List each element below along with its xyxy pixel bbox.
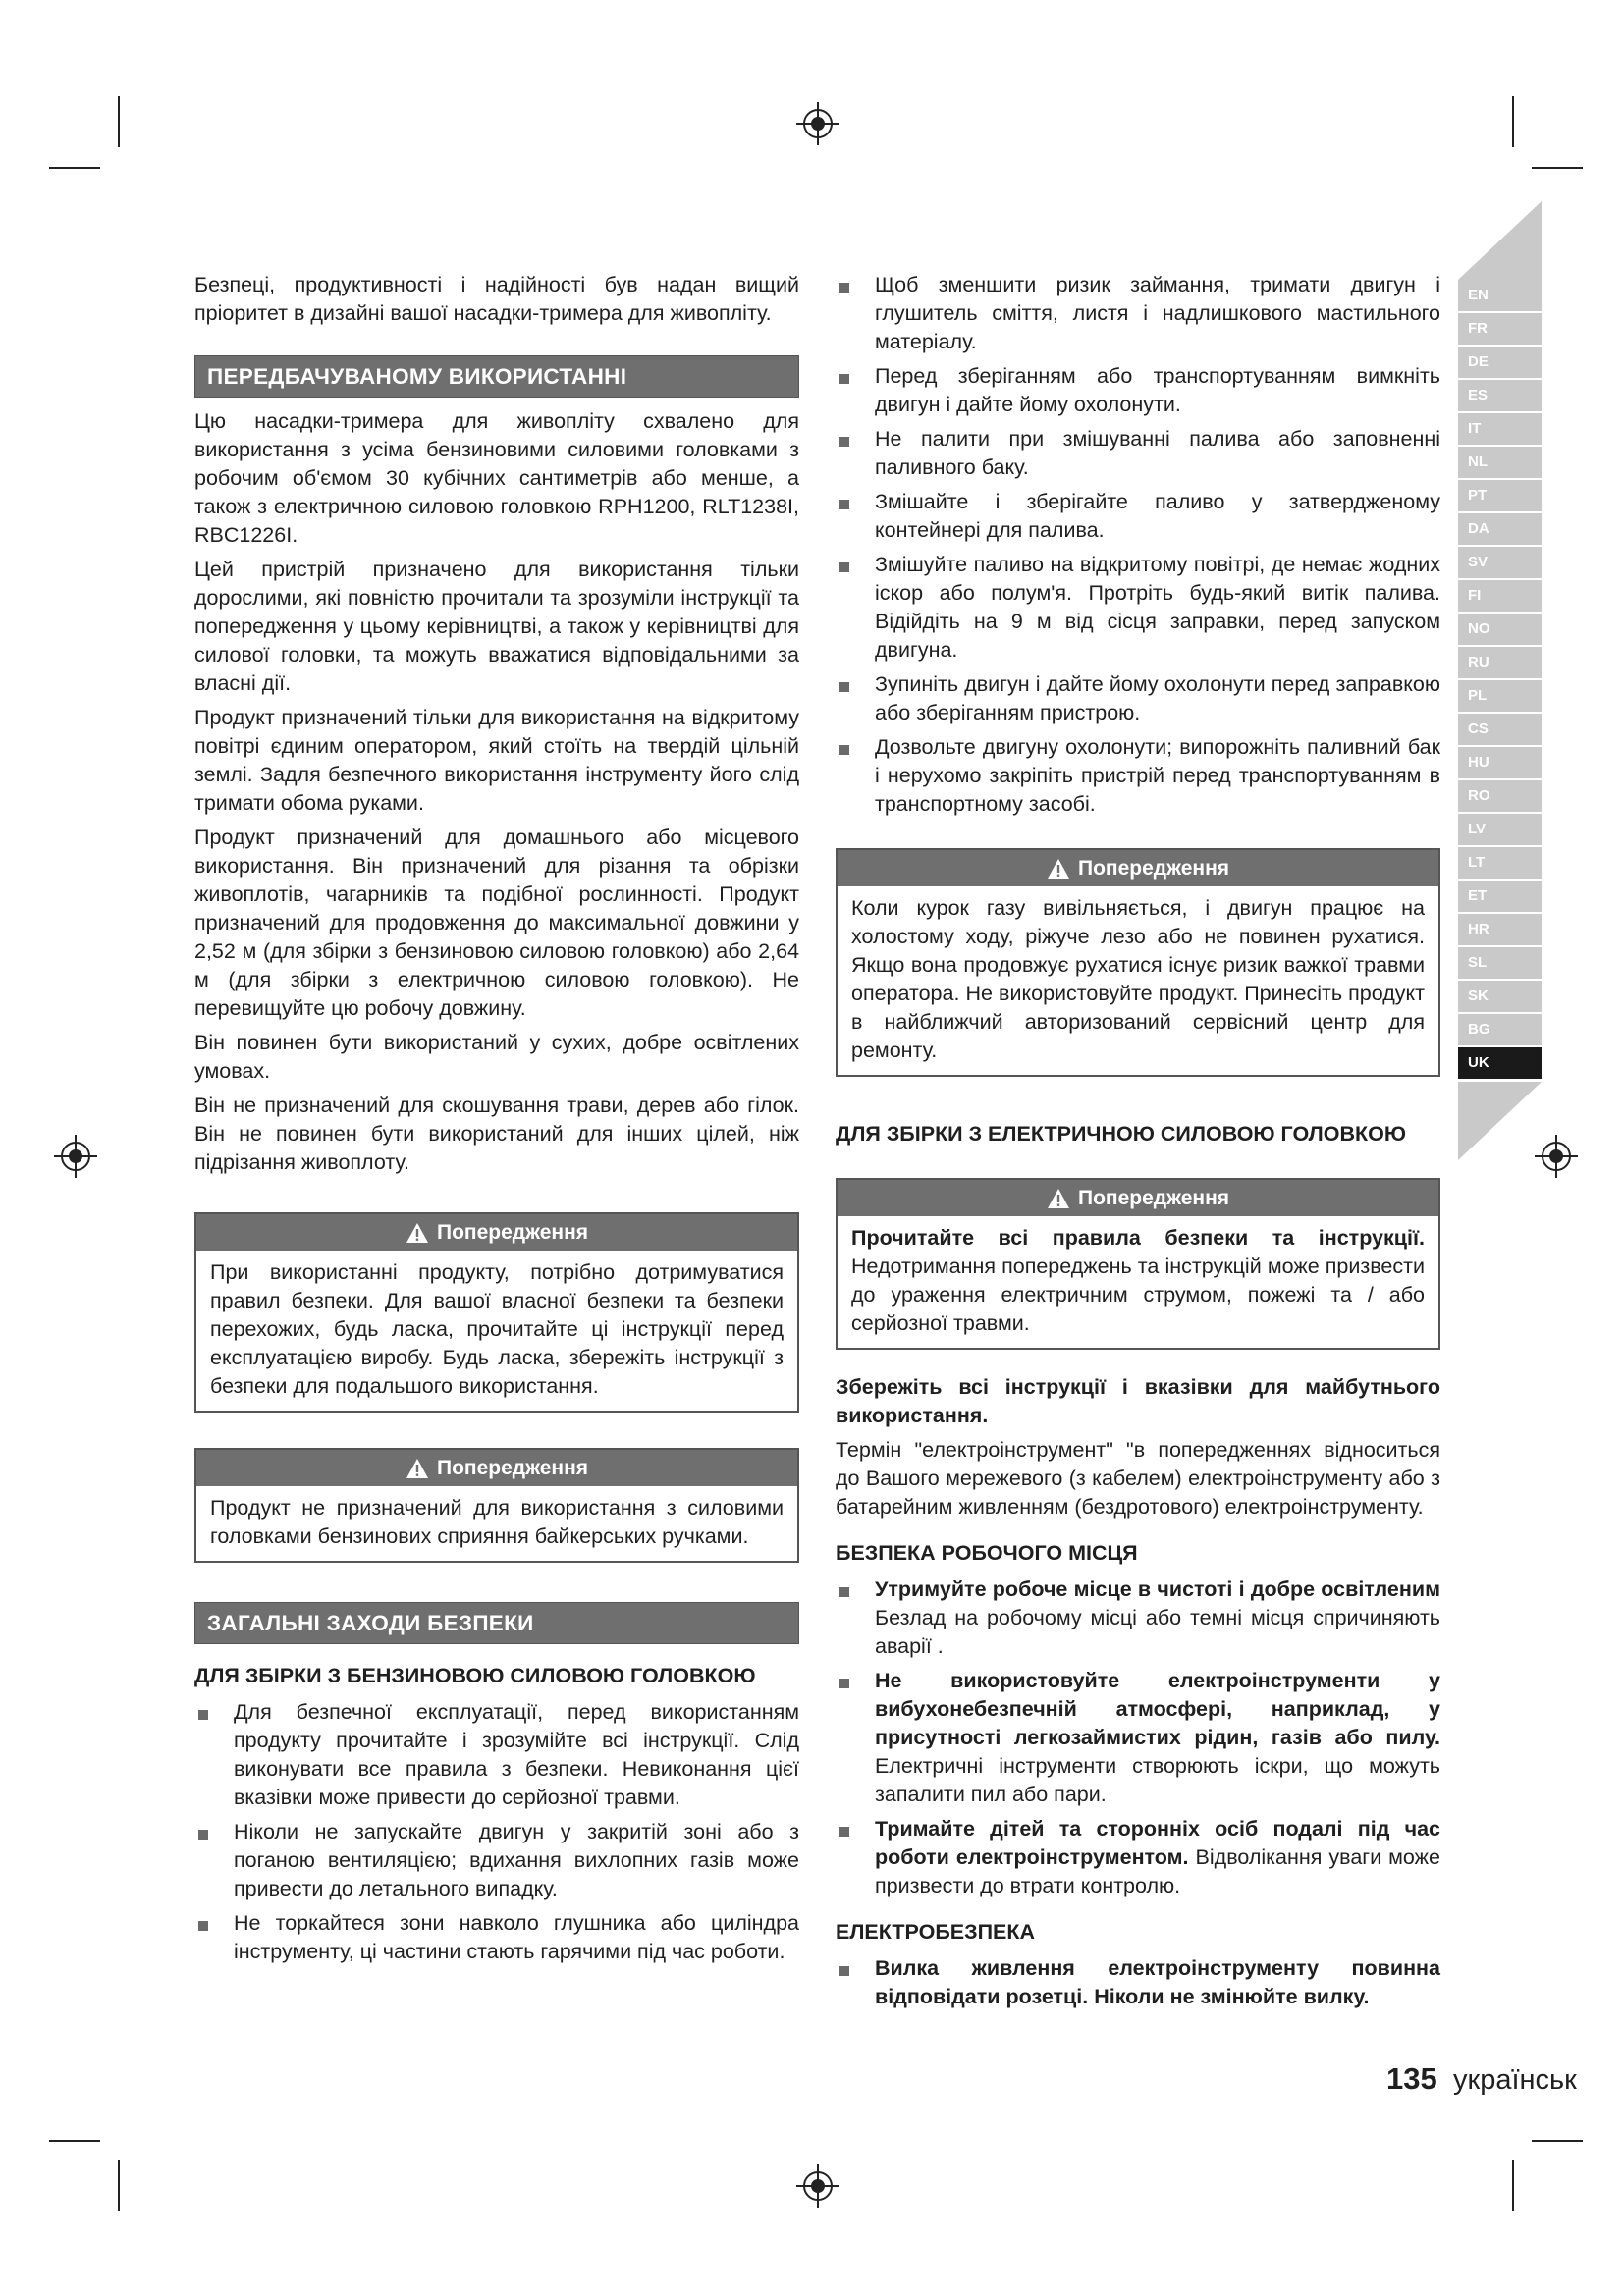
list-item xyxy=(836,1815,1440,1900)
warning-text: При використанні продукту, потрібно дотримуватися правил безпеки. Для вашої власної безпеки та безпеки перехожих, будь ласка, прочитайте ці інструкції перед експлуатацією виробу. Будь ласка, збережіть інструкції з безпеки для подальшого використання. xyxy=(210,1260,784,1398)
warning-title: Попередження xyxy=(1077,857,1230,880)
warning-box xyxy=(836,848,1440,1077)
paragraph: Продукт призначений тільки для використання на відкритому повітрі єдиним оператором, який стоїть на твердій цільній землі. Задля безпечного використання інструменту його слід тримати обома руками. xyxy=(194,706,799,815)
paragraph: Він не призначений для скошування трави, дерев або гілок. Він не повинен бути використаний для інших цілей, ніж підрізання живоплоту. xyxy=(194,1094,799,1174)
language-tab-sl: SL xyxy=(1458,947,1542,979)
crop-mark xyxy=(49,2140,100,2142)
language-tab-sv: SV xyxy=(1458,547,1542,578)
language-tab-pl: PL xyxy=(1458,680,1542,712)
warning-title: Попередження xyxy=(436,1457,589,1479)
warning-text xyxy=(851,1224,1425,1338)
section-title-intended-use: ПЕРЕДБАЧУВАНОМУ ВИКОРИСТАННІ xyxy=(194,355,799,398)
section-title-general-safety: ЗАГАЛЬНІ ЗАХОДИ БЕЗПЕКИ xyxy=(194,1602,799,1644)
intro-paragraph: Безпеці, продуктивності і надійності був надан вищий пріоритет в дизайні вашої насадки-тримера для живопліту. xyxy=(194,273,799,325)
warning-header xyxy=(838,850,1438,886)
term-paragraph: Термін "електроінструмент" "в попередженнях відноситься до Вашого мережевого (з кабелем) електроінструменту або з батарейним живленням (бездротового) електроінструменту. xyxy=(836,1438,1440,1519)
language-tab-nl: NL xyxy=(1458,447,1542,478)
warning-triangle-icon xyxy=(406,1222,429,1244)
tab-strip-top-decoration xyxy=(1458,201,1542,280)
warning-triangle-icon xyxy=(406,1458,429,1479)
list-item: Щоб зменшити ризик займання, тримати двигун і глушитель сміття, листя і надлишкового мастильного матеріалу. xyxy=(836,271,1440,356)
list-item: Змішайте і зберігайте паливо у затвердженому контейнері для палива. xyxy=(836,488,1440,545)
page-language: українськ xyxy=(1453,2064,1577,2096)
language-tab-et: ET xyxy=(1458,881,1542,912)
language-tab-hu: HU xyxy=(1458,747,1542,778)
warning-bold-text: Прочитайте всі правила безпеки та інструкції. xyxy=(851,1226,1425,1250)
list-item: Дозвольте двигуну охолонути; випорожніть паливний бак і нерухомо закріпіть пристрій перед транспортуванням в транспортному засобі. xyxy=(836,733,1440,819)
language-tab-da: DA xyxy=(1458,513,1542,545)
save-instructions-text: Збережіть всі інструкції і вказівки для майбутнього використання. xyxy=(836,1375,1440,1427)
list-item: Для безпечної експлуатації, перед використанням продукту прочитайте і зрозумійте всі інструкції. Слід виконувати все правила з безпеки. Невиконання цієї вказівки може привести до серйозної травми. xyxy=(194,1698,799,1812)
language-tab-cs: CS xyxy=(1458,714,1542,745)
warning-triangle-icon xyxy=(1047,1188,1070,1209)
subheading-workplace: БЕЗПЕКА РОБОЧОГО МІСЦЯ xyxy=(836,1541,1138,1565)
left-column xyxy=(194,271,799,1972)
list-item xyxy=(836,1954,1440,2011)
language-tab-pt: PT xyxy=(1458,480,1542,511)
list-item: Перед зберіганням або транспортуванням вимкніть двигун і дайте йому охолонути. xyxy=(836,362,1440,419)
crop-mark xyxy=(118,96,120,147)
language-tab-uk: UK xyxy=(1458,1047,1542,1079)
language-tab-strip xyxy=(1458,280,1542,1081)
warning-header xyxy=(196,1214,797,1251)
list-item: Змішуйте паливо на відкритому повітрі, де немає жодних іскор або полум'я. Протріть будь-який витік палива. Відійдіть на 9 м від сісця заправки, перед запуском двигуна. xyxy=(836,551,1440,665)
language-tab-ru: RU xyxy=(1458,647,1542,678)
list-item: Ніколи не запускайте двигун у закритій зоні або з поганою вентиляцією; вдихання вихлопних газів може привести до летального випадку. xyxy=(194,1818,799,1903)
warning-body-text: Недотримання попереджень та інструкцій може призвести до ураження електричним струмом, пожежі та / або серйозної травми. xyxy=(851,1255,1425,1335)
workplace-bullet-list xyxy=(836,1575,1440,1900)
warning-header xyxy=(838,1180,1438,1216)
language-tab-fi: FI xyxy=(1458,580,1542,612)
language-tab-hr: HR xyxy=(1458,914,1542,945)
language-tab-lt: LT xyxy=(1458,847,1542,879)
warning-text: Продукт не призначений для використання з силовими головками бензинових сприяння байкерських ручками. xyxy=(210,1496,784,1548)
language-tab-lv: LV xyxy=(1458,814,1542,845)
list-item-bold: Тримайте дітей та сторонніх осіб подалі під час роботи електроінструментом. xyxy=(875,1817,1440,1869)
list-item-text: Відволікання уваги може призвести до втрати контролю. xyxy=(875,1845,1440,1897)
warning-box xyxy=(194,1212,799,1413)
list-item xyxy=(836,1667,1440,1809)
warning-triangle-icon xyxy=(1047,858,1070,880)
fuel-bullet-list xyxy=(836,271,1440,819)
warning-box xyxy=(836,1178,1440,1350)
registration-mark-icon xyxy=(796,102,839,145)
crop-mark xyxy=(1512,2160,1514,2211)
save-instructions xyxy=(836,1373,1440,1430)
paragraph: Продукт призначений для домашнього або місцевого використання. Він призначений для різання та обрізки живоплотів, чагарників та подібної рослинності. Продукт призначений для продовження до максимальної довжини у 2,52 м (для збірки з бензиновою силовою головкою) або 2,64 м (для збірки з електричною силовою головкою). Не перевищуйте цю робочу довжину. xyxy=(194,826,799,1020)
subheading-electrical-safety: ЕЛЕКТРОБЕЗПЕКА xyxy=(836,1920,1036,1944)
subheading-electric: ДЛЯ ЗБІРКИ З ЕЛЕКТРИЧНОЮ СИЛОВОЮ ГОЛОВКОЮ xyxy=(836,1122,1407,1146)
electrical-bullet-list xyxy=(836,1954,1440,2011)
language-tab-sk: SK xyxy=(1458,981,1542,1012)
warning-header xyxy=(196,1450,797,1486)
list-item xyxy=(836,1575,1440,1661)
page-number: 135 xyxy=(1386,2061,1437,2096)
warning-text: Коли курок газу вивільняється, і двигун працює на холостому ходу, ріжуче лезо або не повинен рухатися. Якщо вона продовжує рухатися існує ризик важкої травми оператора. Не використовуйте продукт. Принесіть продукт в найближчий авторизований сервісний центр для ремонту. xyxy=(851,896,1425,1062)
language-tab-es: ES xyxy=(1458,380,1542,411)
right-column xyxy=(836,271,1440,2017)
subheading-petrol: ДЛЯ ЗБІРКИ З БЕНЗИНОВОЮ СИЛОВОЮ ГОЛОВКОЮ xyxy=(194,1664,756,1687)
crop-mark xyxy=(1532,2140,1583,2142)
registration-mark-icon xyxy=(54,1135,97,1178)
language-tab-it: IT xyxy=(1458,413,1542,445)
list-item-text: Електричні інструменти створюють іскри, що можуть запалити пил або пари. xyxy=(875,1754,1440,1806)
language-tab-fr: FR xyxy=(1458,313,1542,345)
list-item: Зупиніть двигун і дайте йому охолонути перед заправкою або зберіганням пристрою. xyxy=(836,670,1440,727)
paragraph: Він повинен бути використаний у сухих, добре освітлених умовах. xyxy=(194,1031,799,1083)
registration-mark-icon xyxy=(796,2164,839,2208)
warning-title: Попередження xyxy=(1077,1187,1230,1209)
tab-strip-bottom-decoration xyxy=(1458,1082,1542,1160)
crop-mark xyxy=(118,2160,120,2211)
language-tab-en: EN xyxy=(1458,280,1542,311)
paragraph: Цей пристрій призначено для використання тільки дорослими, які повністю прочитали та зрозуміли інструкції та попередження у цьому керівництві, а також у керівництві для силової головки, та можуть вважатися відповідальними за власні дії. xyxy=(194,558,799,695)
language-tab-de: DE xyxy=(1458,347,1542,378)
warning-box xyxy=(194,1448,799,1563)
list-item: Не торкайтеся зони навколо глушника або циліндра інструменту, ці частини стають гарячими під час роботи. xyxy=(194,1909,799,1966)
paragraph: Цю насадки-тримера для живопліту схвалено для використання з усіма бензиновими силовими головками з робочим об'ємом 30 кубічних сантиметрів або менше, а також з електричною силовою головкою RPH1200, RLT1238I, RBC1226I. xyxy=(194,409,799,547)
warning-title: Попередження xyxy=(436,1221,589,1244)
list-item-bold: Вилка живлення електроінструменту повинна відповідати розетці. Ніколи не змінюйте вилку. xyxy=(875,1956,1440,2008)
language-tab-no: NO xyxy=(1458,614,1542,645)
list-item-bold: Утримуйте робоче місце в чистоті і добре освітленим xyxy=(875,1577,1440,1601)
list-item-bold: Не використовуйте електроінструменти у вибухонебезпечній атмосфері, наприклад, у присутності легкозаймистих рідин, газів або пилу. xyxy=(875,1669,1440,1749)
language-tab-ro: RO xyxy=(1458,780,1542,812)
crop-mark xyxy=(49,167,100,169)
crop-mark xyxy=(1512,96,1514,147)
crop-mark xyxy=(1532,167,1583,169)
list-item: Не палити при змішуванні палива або заповненні паливного баку. xyxy=(836,425,1440,482)
language-tab-bg: BG xyxy=(1458,1014,1542,1045)
list-item-text: Безлад на робочому місці або темні місця спричиняють аварії . xyxy=(875,1606,1440,1658)
petrol-bullet-list xyxy=(194,1698,799,1966)
